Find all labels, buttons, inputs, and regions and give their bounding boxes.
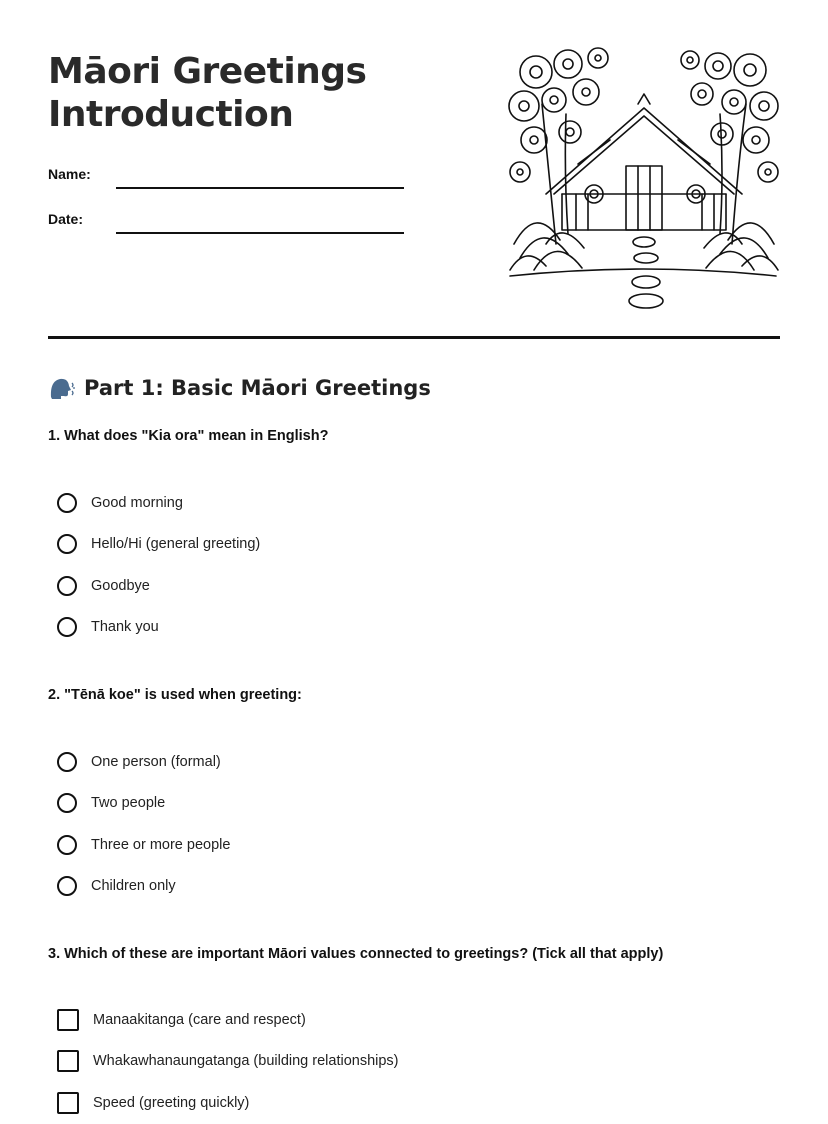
question-1-option-1[interactable] — [57, 482, 260, 524]
worksheet-title — [48, 50, 488, 136]
part-1-title: Part 1: Basic Māori Greetings — [84, 376, 431, 400]
option-label: Whakawhanaungatanga (building relationships) — [93, 1053, 399, 1070]
radio-button[interactable] — [57, 617, 77, 637]
radio-button[interactable] — [57, 752, 77, 772]
option-label: Speed (greeting quickly) — [93, 1094, 250, 1111]
radio-button[interactable] — [57, 493, 77, 513]
section-divider — [48, 336, 780, 339]
question-2-option-1[interactable] — [57, 741, 230, 783]
checkbox[interactable] — [57, 1092, 79, 1114]
question-3-option-2[interactable] — [57, 1041, 399, 1083]
checkbox[interactable] — [57, 1050, 79, 1072]
option-label: One person (formal) — [91, 753, 221, 770]
option-label: Thank you — [91, 619, 159, 636]
part-1-heading — [48, 375, 431, 401]
question-2-option-2[interactable] — [57, 783, 230, 825]
question-3-option-3[interactable] — [57, 1082, 399, 1124]
option-label: Three or more people — [91, 836, 231, 853]
option-label: Goodbye — [91, 577, 150, 594]
title-line-2: Introduction — [48, 94, 294, 135]
date-label: Date: — [48, 211, 84, 227]
radio-button[interactable] — [57, 793, 77, 813]
question-3-option-1[interactable] — [57, 999, 399, 1041]
question-1-option-3[interactable] — [57, 565, 260, 607]
date-field[interactable] — [48, 203, 408, 233]
title-line-1: Māori Greetings — [48, 51, 367, 92]
radio-button[interactable] — [57, 835, 77, 855]
question-2-text: 2. "Tēnā koe" is used when greeting: — [48, 687, 302, 703]
name-field[interactable] — [48, 158, 408, 188]
speaking-head-icon — [48, 375, 76, 401]
option-label: Manaakitanga (care and respect) — [93, 1011, 306, 1028]
date-write-line[interactable] — [116, 232, 404, 234]
radio-button[interactable] — [57, 534, 77, 554]
option-label: Hello/Hi (general greeting) — [91, 536, 261, 553]
question-1-option-4[interactable] — [57, 607, 260, 649]
question-1-option-2[interactable] — [57, 524, 260, 566]
option-label: Two people — [91, 795, 166, 812]
question-2-option-3[interactable] — [57, 824, 230, 866]
option-label: Children only — [91, 878, 176, 895]
option-label: Good morning — [91, 494, 183, 511]
question-1-options — [57, 482, 260, 648]
question-1-text: 1. What does "Kia ora" mean in English? — [48, 428, 329, 444]
question-2-options — [57, 741, 230, 907]
name-write-line[interactable] — [116, 187, 404, 189]
name-label: Name: — [48, 166, 91, 182]
radio-button[interactable] — [57, 576, 77, 596]
question-2-option-4[interactable] — [57, 866, 230, 908]
radio-button[interactable] — [57, 876, 77, 896]
question-3-text: 3. Which of these are important Māori values connected to greetings? (Tick all that apply) — [48, 946, 664, 962]
wharenui-meeting-house-illustration — [506, 44, 782, 312]
checkbox[interactable] — [57, 1009, 79, 1031]
question-3-options — [57, 999, 399, 1124]
